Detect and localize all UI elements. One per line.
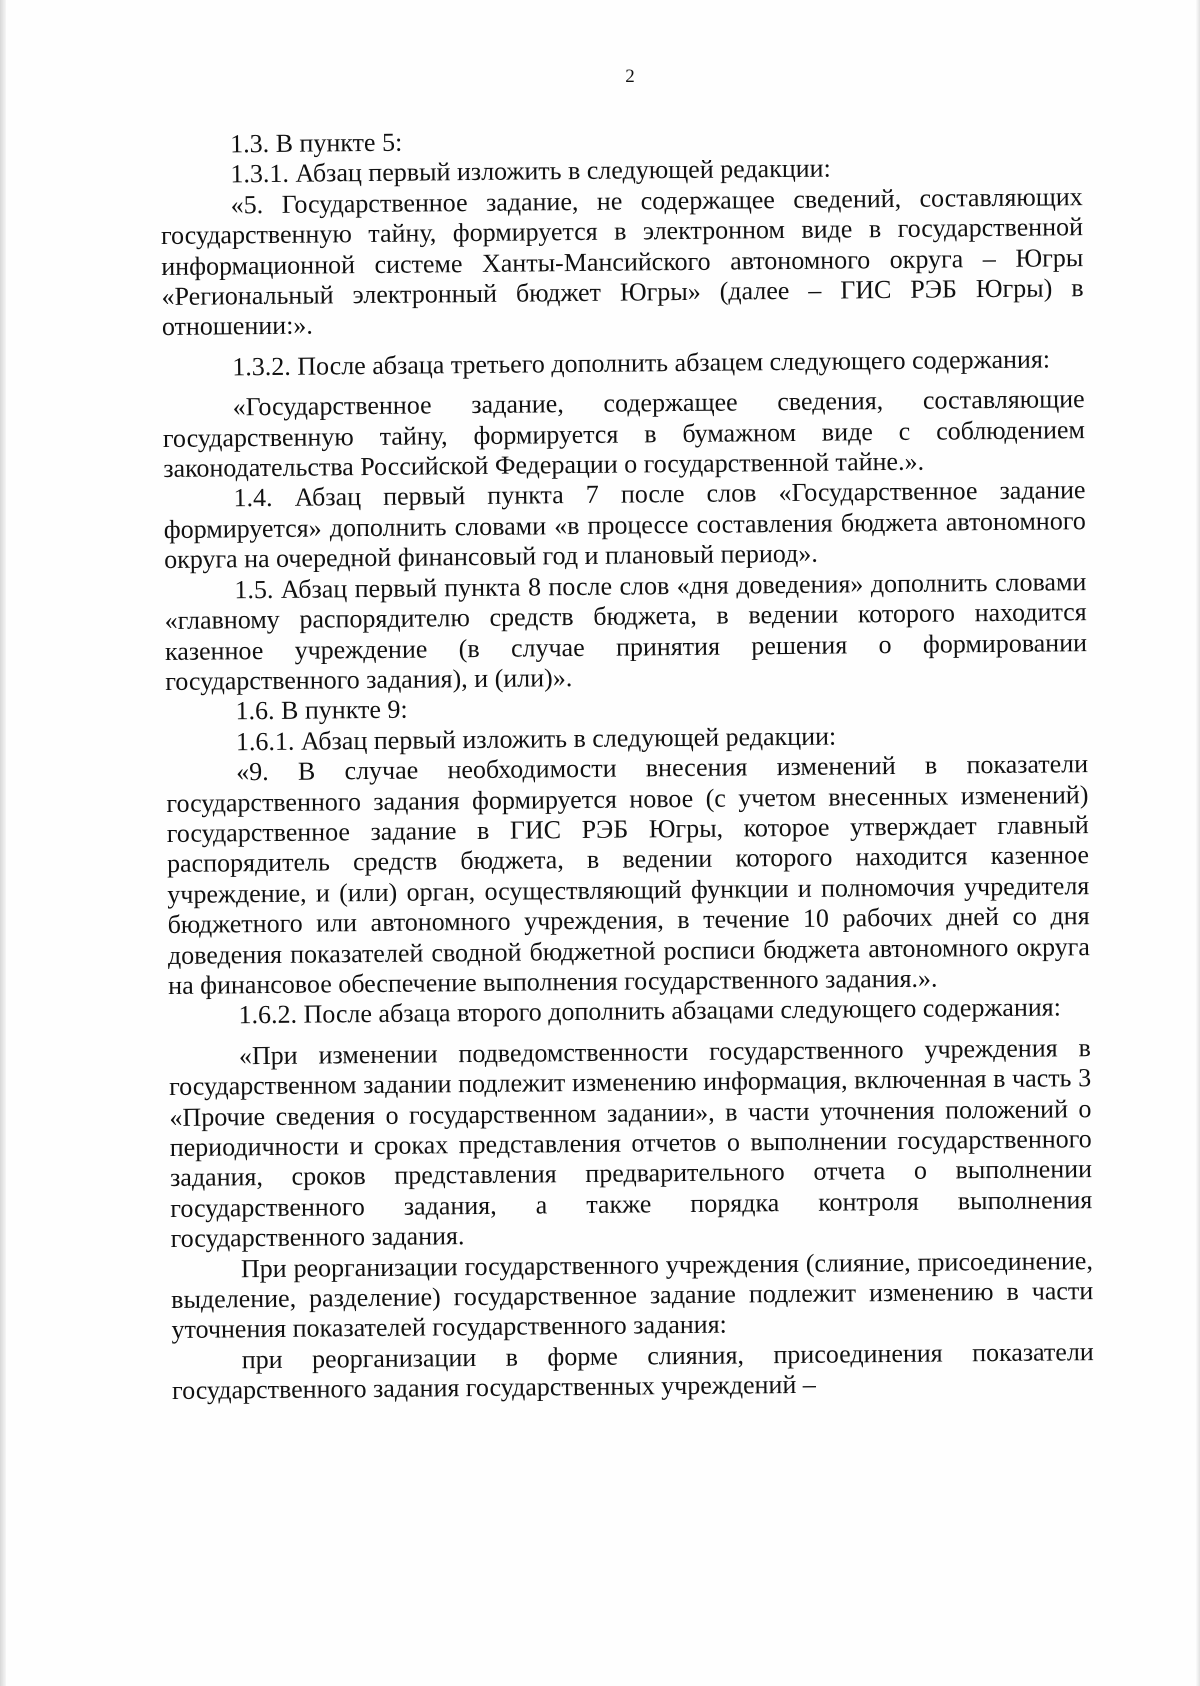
paragraph-1-3: 1.3. В пункте 5: <box>229 127 403 159</box>
paragraph-1-5: 1.5. Абзац первый пункта 8 после слов «дня доведения» дополнить словами «главному распорядителю средств бюджета, в ведении которого находится казенное учреждение (в случае принятия решения о формировании государственного задания), и (или)». <box>164 566 1088 696</box>
scan-edge-right <box>1196 0 1200 1686</box>
paragraph-1-4: 1.4. Абзац первый пункта 7 после слов «Государственное задание формируется» дополнить словами «в процессе составления бюджета автономного округа на очередной финансовый год и плановый период». <box>163 475 1086 575</box>
paragraph-1-6-1: 1.6.1. Абзац первый изложить в следующей редакции: <box>235 721 837 757</box>
paragraph-1-6-2: 1.6.2. После абзаца второго дополнить абзацами следующего содержания: <box>238 992 1062 1030</box>
scan-edge-left <box>0 0 6 1686</box>
paragraph-reorganization: При реорганизации государственного учреждения (слияние, присоединение, выделение, разделение) государственное задание подлежит изменению в части уточнения показателей государственного задания: <box>171 1245 1094 1345</box>
paragraph-quote-9: «9. В случае необходимости внесения изменений в показатели государственного задания формируется новое (с учетом внесенных изменений) государственное задание в ГИС РЭБ Югры, которое утверждает главный распорядитель средств бюджета, в ведении которого находится казенное учреждение, и (или) орган, осуществляющий функции и полномочия учредителя бюджетного или автономного учреждения, в течение 10 рабочих дней со дня доведения показателей сводной бюджетной росписи бюджета автономного округа на финансовое обеспечение выполнения государственного задания.». <box>166 749 1091 1000</box>
paragraph-merger: при реорганизации в форме слияния, присоединения показатели государственного задания государственных учреждений – <box>171 1336 1094 1406</box>
paragraph-quote-subordination: «При изменении подведомственности государственного учреждения в государственном задании подлежит изменению информация, включенная в часть 3 «Прочие сведения о государственном задании», в части уточнения положений о периодичности и сроках представления отчетов о выполнении государственного задания, сроков представления предварительного отчета о выполнении государственного задания, а также порядка контроля выполнения государственного задания. <box>169 1032 1093 1254</box>
paragraph-1-3-1: 1.3.1. Абзац первый изложить в следующей редакции: <box>230 153 831 189</box>
paragraph-quote-secret: «Государственное задание, содержащее сведения, составляющие государственную тайну, формируется в бумажном виде с соблюдением законодательства Российской Федерации о государственной тайне.». <box>162 384 1086 484</box>
paragraph-quote-5: «5. Государственное задание, не содержащее сведений, составляющих государственную тайну, формируется в электронном виде в государственной информационной системе Ханты-Мансийского автономного округа – Югры «Региональный электронный бюджет Югры» (далее – ГИС РЭБ Югры) в отношении:». <box>160 181 1084 342</box>
paragraph-1-3-2: 1.3.2. После абзаца третьего дополнить абзацем следующего содержания: <box>232 344 1051 382</box>
paragraph-1-6: 1.6. В пункте 9: <box>235 694 408 726</box>
page-number: 2 <box>625 66 635 87</box>
document-body <box>160 121 1094 1406</box>
